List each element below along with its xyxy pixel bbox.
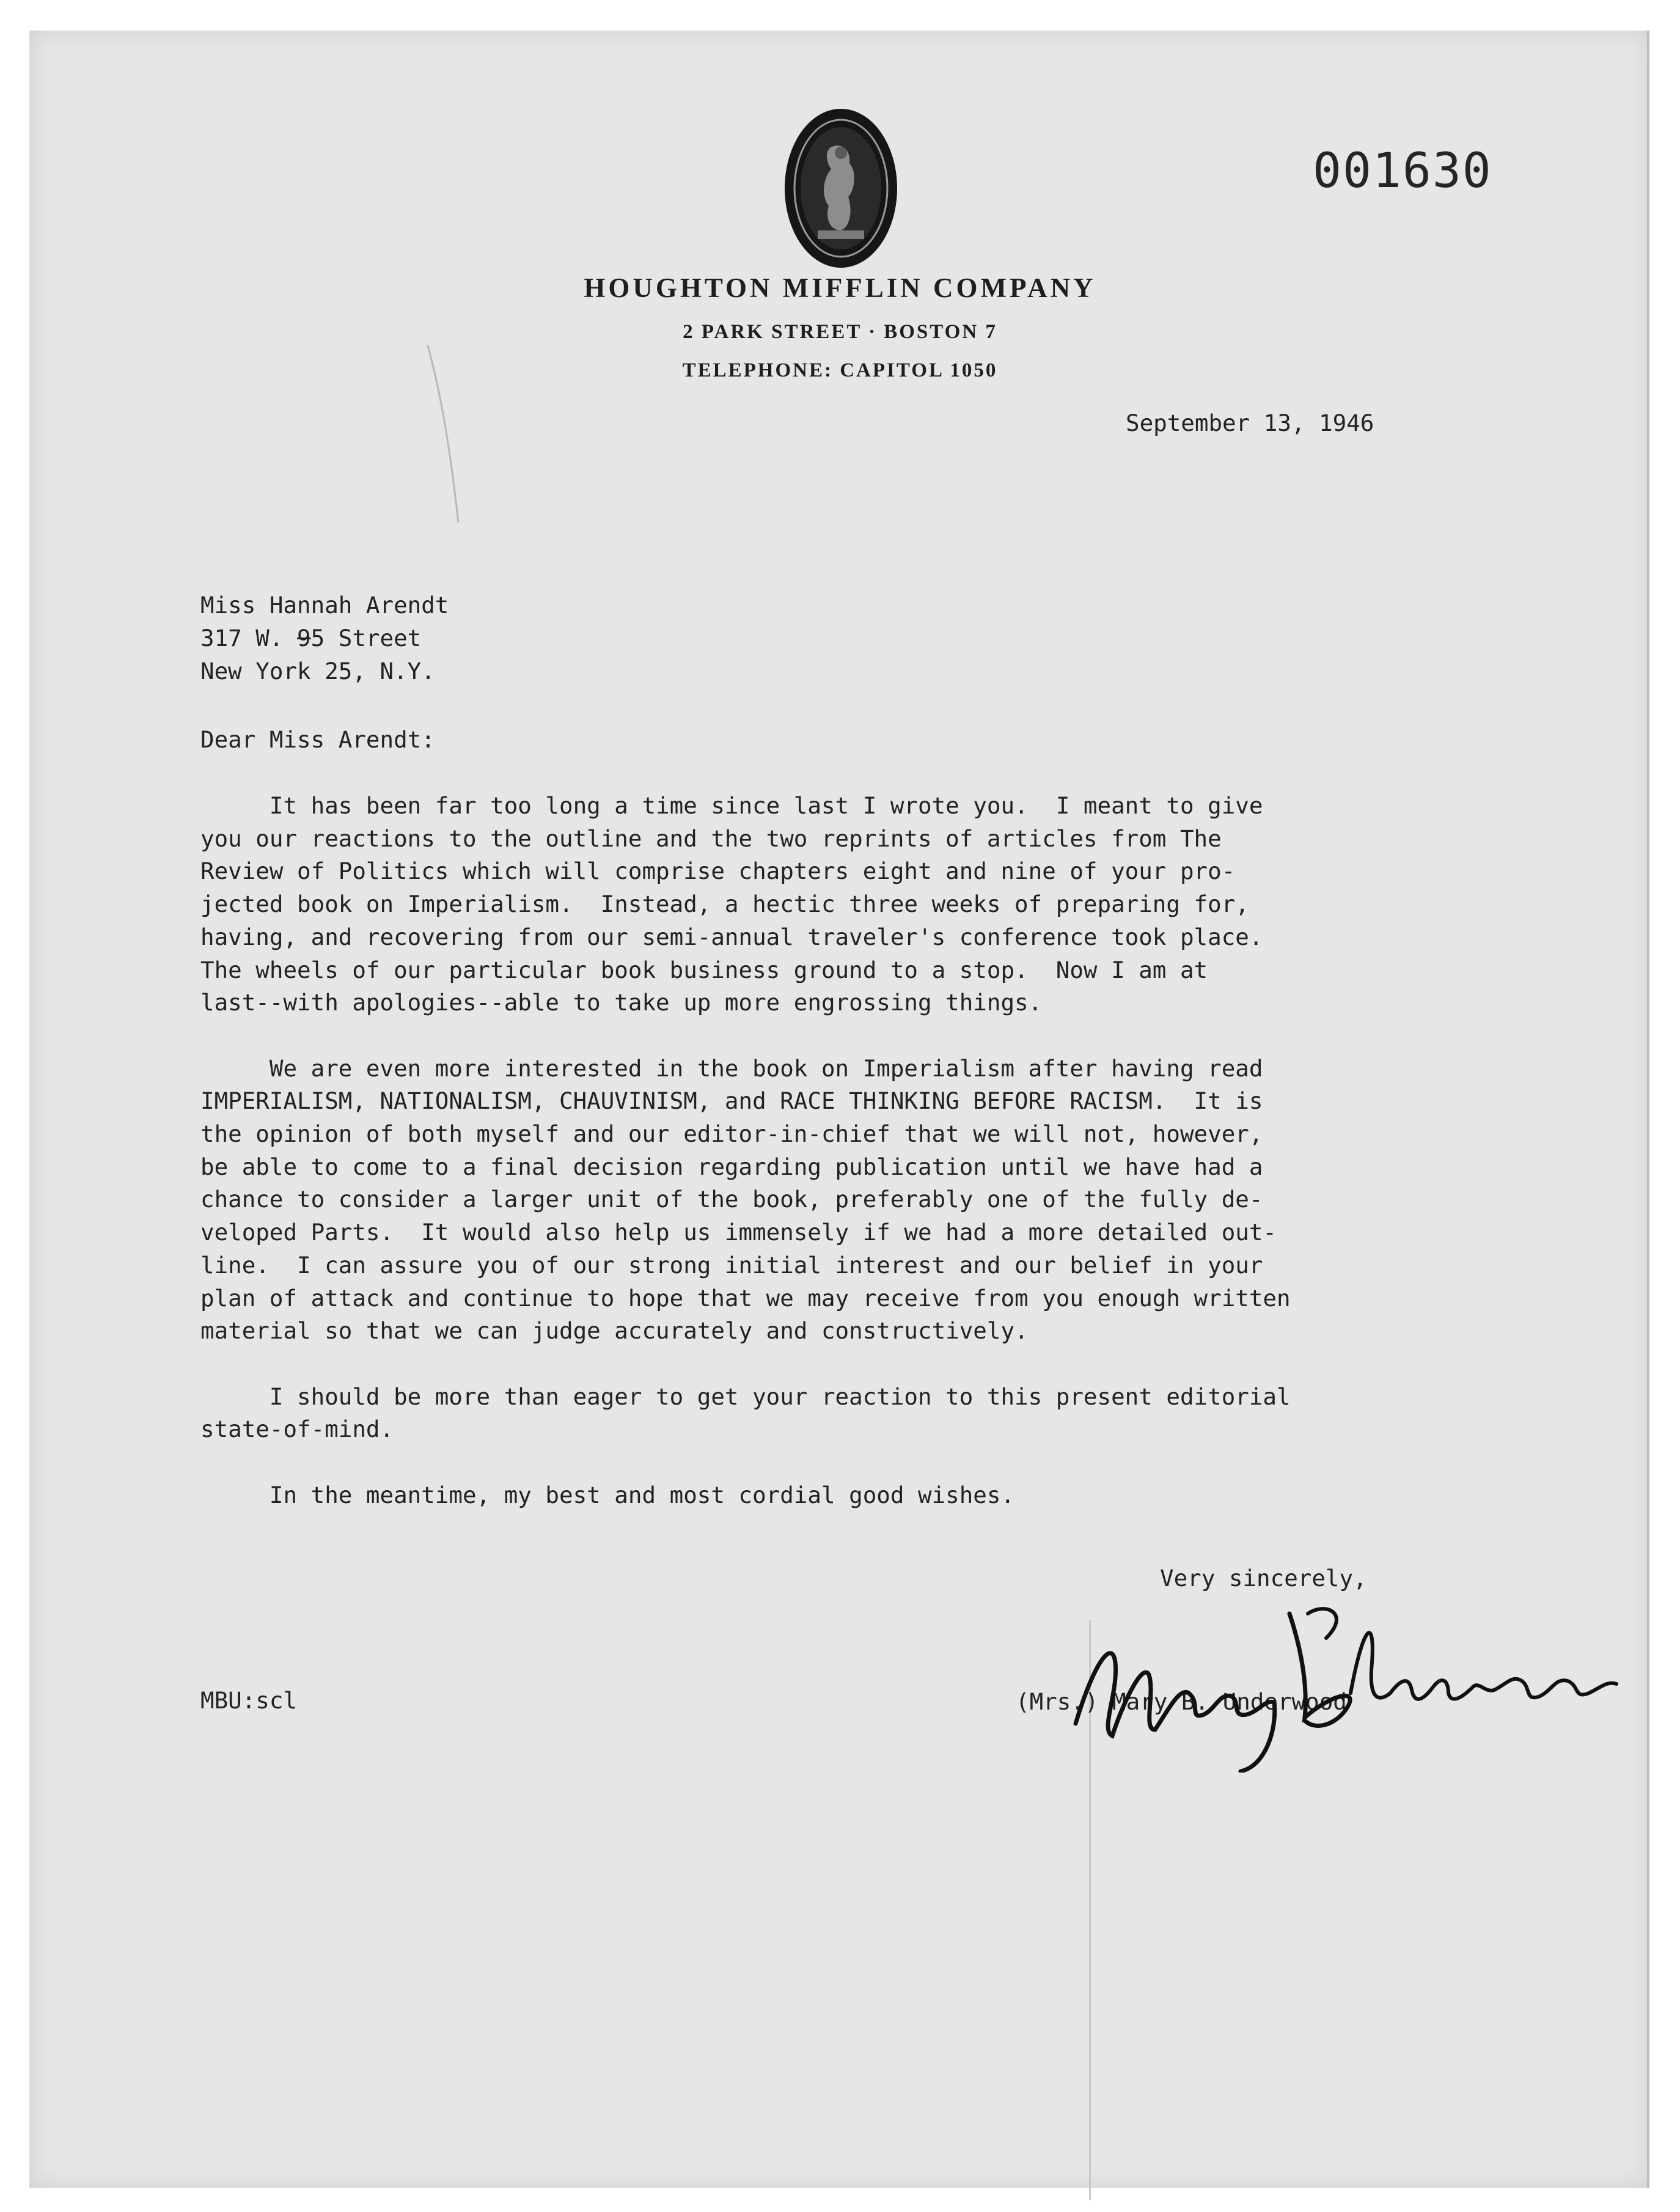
street-prefix: 317 W. [200, 625, 298, 652]
body-line: state-of-mind. [200, 1416, 394, 1442]
body-line: having, and recovering from our semi-annual traveler's conference took place. [200, 924, 1263, 950]
recipient-name: Miss Hannah Arendt [200, 592, 449, 619]
company-address: 2 PARK STREET · BOSTON 7 [683, 321, 997, 343]
publisher-seal-icon [781, 105, 901, 271]
body-line: last--with apologies--able to take up more engrossing things. [200, 989, 1043, 1016]
company-telephone: TELEPHONE: CAPITOL 1050 [682, 359, 998, 381]
letter-date: September 13, 1946 [1126, 410, 1374, 436]
street-struck-digit: 9 [297, 625, 311, 652]
salutation: Dear Miss Arendt: [200, 726, 435, 753]
body-line: the opinion of both myself and our editor-in-chief that we will not, however, [200, 1120, 1263, 1147]
body-line: In the meantime, my best and most cordial good wishes. [200, 1482, 1015, 1508]
handwritten-signature [1057, 1589, 1626, 1773]
body-line: you our reactions to the outline and the two reprints of articles from The [200, 825, 1222, 852]
body-line: chance to consider a larger unit of the book, preferably one of the fully de- [200, 1186, 1263, 1213]
body-line: We are even more interested in the book on Imperialism after having read [200, 1055, 1263, 1082]
street-suffix: 5 Street [310, 625, 422, 652]
signer-name: (Mrs.) Mary B. Underwood [1016, 1688, 1347, 1715]
recipient-city: New York 25, N.Y. [200, 658, 435, 685]
body-line: jected book on Imperialism. Instead, a hectic three weeks of preparing for, [200, 891, 1249, 917]
closing: Very sincerely, [1160, 1565, 1367, 1592]
page-edge [1647, 31, 1649, 2188]
document-number: 001630 [1313, 144, 1492, 199]
body-line: It has been far too long a time since last I wrote you. I meant to give [200, 792, 1263, 819]
body-line: line. I can assure you of our strong initial interest and our belief in your [200, 1252, 1263, 1279]
body-line: be able to come to a final decision regarding publication until we have had a [200, 1153, 1263, 1180]
body-line: veloped Parts. It would also help us immensely if we had a more detailed out- [200, 1219, 1277, 1246]
typist-initials: MBU:scl [200, 1687, 298, 1714]
body-line: The wheels of our particular book business ground to a stop. Now I am at [200, 957, 1208, 983]
body-line: Review of Politics which will comprise chapters eight and nine of your pro- [200, 858, 1236, 884]
body-line: IMPERIALISM, NATIONALISM, CHAUVINISM, and RACE THINKING BEFORE RACISM. It is [200, 1087, 1263, 1114]
body-line: I should be more than eager to get your reaction to this present editorial [200, 1383, 1291, 1410]
company-name: HOUGHTON MIFFLIN COMPANY [584, 273, 1096, 303]
body-line: material so that we can judge accurately and constructively. [200, 1317, 1029, 1344]
recipient-street [200, 625, 421, 652]
body-line: plan of attack and continue to hope that we may receive from you enough written [200, 1285, 1291, 1312]
